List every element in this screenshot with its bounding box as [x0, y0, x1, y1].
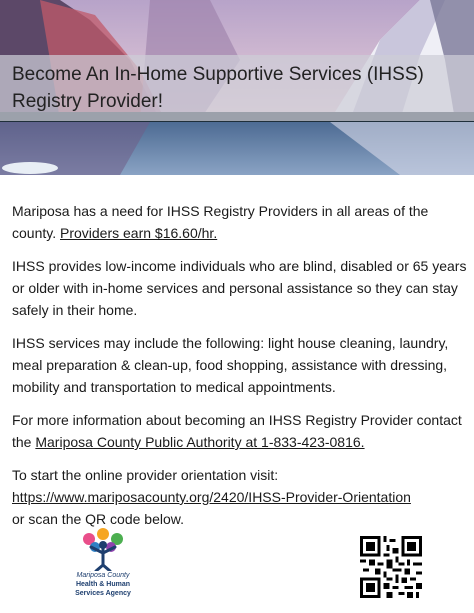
- paragraph-contact: [12, 409, 467, 453]
- agency-name: [58, 571, 148, 598]
- paragraph-orientation: [12, 464, 467, 530]
- pay-rate-link: Providers earn $16.60/hr.: [60, 225, 218, 241]
- qr-code-icon[interactable]: [360, 536, 422, 598]
- paragraph-contact-text: For more information about becoming an IHSS Registry Provider contact the: [12, 412, 462, 450]
- orientation-url-link[interactable]: https://www.mariposacounty.org/2420/IHSS-Provider-Orientation: [12, 489, 411, 505]
- page-title: Become An In-Home Supportive Services (IHSS) Registry Provider!: [12, 64, 424, 112]
- paragraph-description: IHSS provides low-income individuals who are blind, disabled or 65 years or older with in-home services and personal assistance so they can stay safely in their home.: [12, 258, 467, 318]
- qr-code-graphic: [360, 536, 422, 598]
- public-authority-phone-link[interactable]: Mariposa County Public Authority at 1-833-423-0816.: [35, 434, 365, 450]
- agency-logo: [58, 525, 148, 607]
- main-content: [12, 200, 467, 541]
- paragraph-need: [12, 200, 467, 244]
- orientation-qr-note: or scan the QR code below.: [12, 511, 184, 527]
- title-banner: [0, 55, 474, 121]
- orientation-intro: To start the online provider orientation visit:: [12, 467, 279, 483]
- agency-name-line2: Health & Human: [75, 581, 131, 588]
- agency-name-line1: Mariposa County: [76, 572, 130, 579]
- paragraph-services: IHSS services may include the following: light house cleaning, laundry, meal preparation & clean-up, food shopping, assistance with dressing, mobility and transportation to medical appointments.: [12, 335, 449, 395]
- people-tree-logo-icon: [58, 525, 148, 571]
- paragraph-need-text: Mariposa has a need for IHSS Registry Providers in all areas of the county.: [12, 203, 429, 241]
- agency-name-line3: Services Agency: [75, 590, 131, 597]
